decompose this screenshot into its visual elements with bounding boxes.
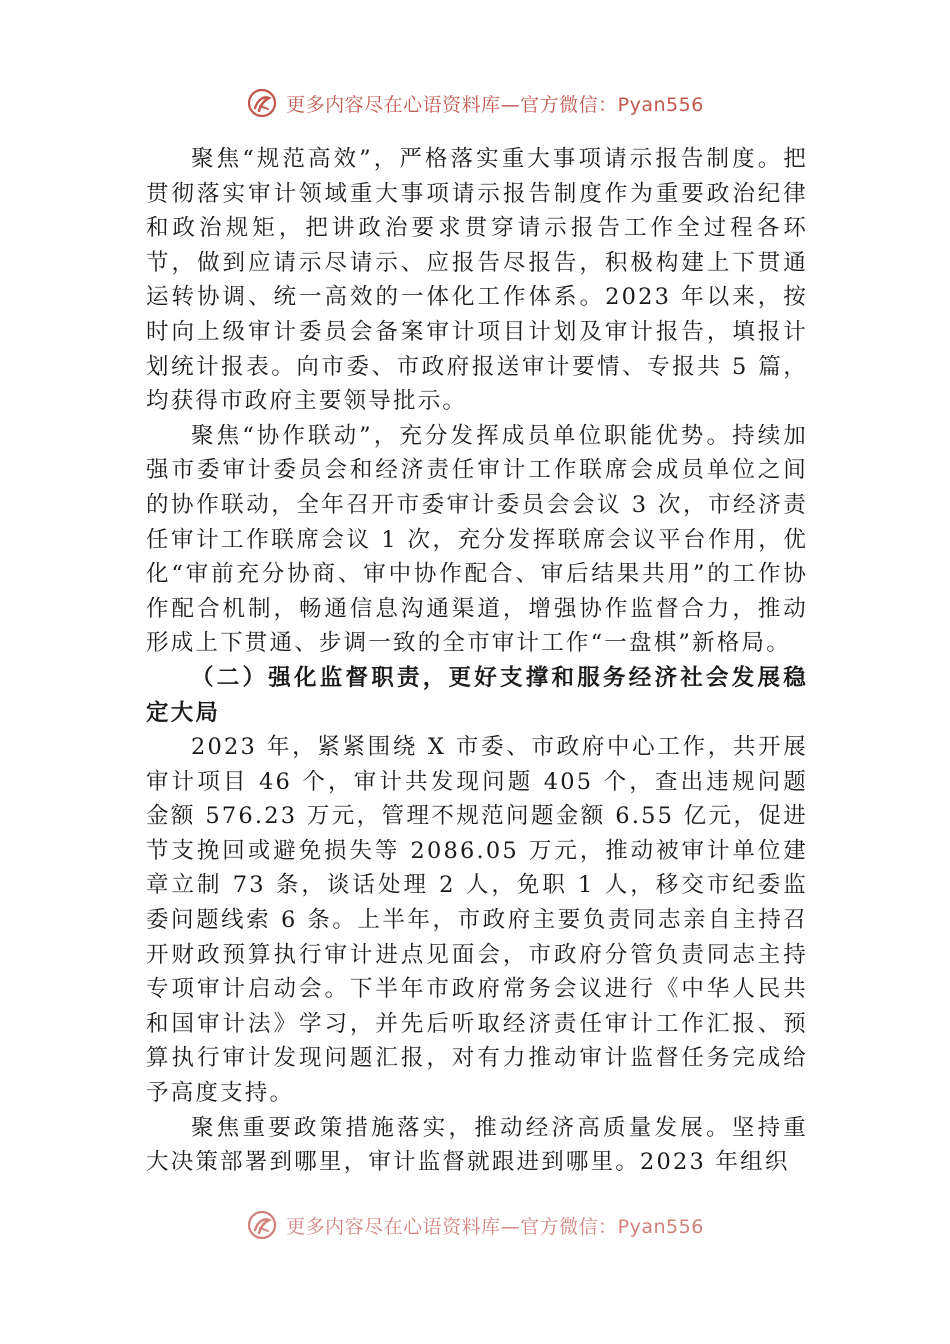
watermark-text: 更多内容尽在心语资料库—官方微信：Pyan556 (286, 1215, 704, 1238)
document-body (146, 142, 808, 1180)
paragraph: 聚焦重要政策措施落实，推动经济高质量发展。坚持重大决策部署到哪里，审计监督就跟进到哪里。2023 年组织 (146, 1114, 808, 1176)
paragraph: 聚焦“规范高效”，严格落实重大事项请示报告制度。把贯彻落实审计领域重大事项请示报告制度作为重要政治纪律和政治规矩，把讲政治要求贯穿请示报告工作全过程各环节，做到应请示尽请示、应报告尽报告，积极构建上下贯通运转协调、统一高效的一体化工作体系。2023 年以来，按时向上级审计委员会备案审计项目计划及审计报告，填报计划统计报表。向市委、市政府报送审计要情、专报共 5 篇，均获得市政府主要领导批示。 (146, 146, 808, 415)
signature-logo-icon (246, 1209, 278, 1241)
watermark-footer (0, 1208, 950, 1242)
paragraph: 2023 年，紧紧围绕 X 市委、市政府中心工作，共开展审计项目 46 个，审计共发现问题 405 个，查出违规问题金额 576.23 万元，管理不规范问题金额 6.55 亿元，促进节支挽回或避免损失等 2086.05 万元，推动被审计单位建章立制 73 条，谈话处理 2 人，免职 1 人，移交市纪委监委问题线索 6 条。上半年，市政府主要负责同志亲自主持召开财政预算执行审计进点见面会，市政府分管负责同志主持专项审计启动会。下半年市政府常务会议进行《中华人民共和国审计法》学习，并先后听取经济责任审计工作汇报、预算执行审计发现问题汇报，对有力推动审计监督任务完成给予高度支持。 (146, 734, 808, 1107)
watermark-header (0, 86, 950, 120)
watermark-text: 更多内容尽在心语资料库—官方微信：Pyan556 (286, 93, 704, 116)
section-heading: （二）强化监督职责，更好支撑和服务经济社会发展稳定大局 (146, 664, 808, 726)
signature-logo-icon (246, 87, 278, 119)
paragraph: 聚焦“协作联动”，充分发挥成员单位职能优势。持续加强市委审计委员会和经济责任审计工作联席会成员单位之间的协作联动，全年召开市委审计委员会会议 3 次，市经济责任审计工作联席会议 1 次，充分发挥联席会议平台作用，优化“审前充分协商、审中协作配合、审后结果共用”的工作协作配合机制，畅通信息沟通渠道，增强协作监督合力，推动形成上下贯通、步调一致的全市审计工作“一盘棋”新格局。 (146, 422, 808, 657)
